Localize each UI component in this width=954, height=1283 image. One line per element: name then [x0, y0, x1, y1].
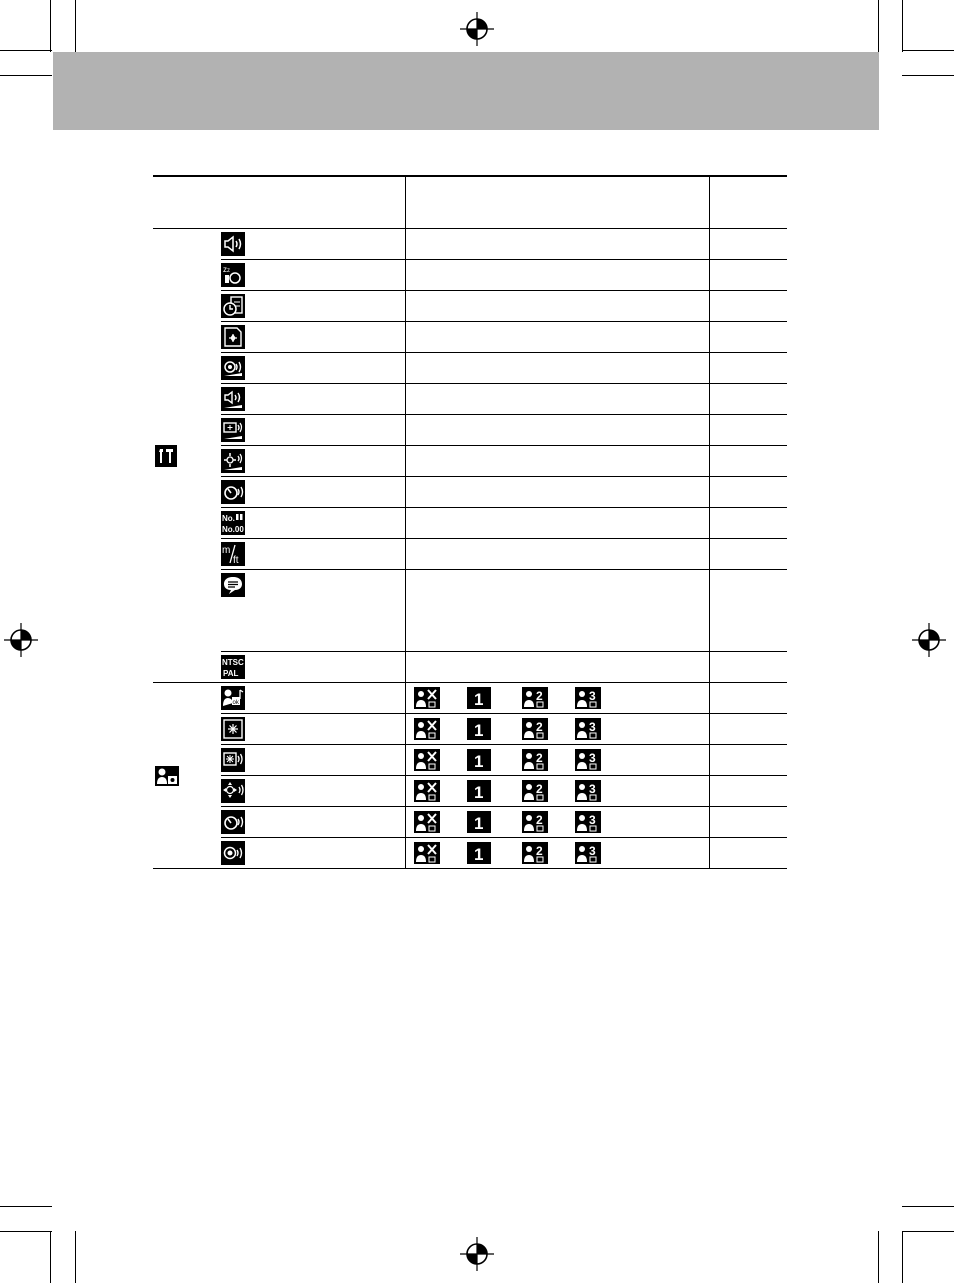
option-cell [405, 353, 709, 384]
svg-text:3: 3 [588, 751, 596, 765]
registration-mark-right [912, 623, 946, 657]
svg-text:3: 3 [588, 813, 596, 827]
option-cell [405, 322, 709, 353]
header-options [405, 176, 709, 229]
svg-text:3: 3 [588, 782, 596, 796]
theme-icon [221, 686, 245, 710]
crop-mark [0, 75, 52, 76]
selftimer-volume-icon [221, 449, 245, 473]
svg-text:2: 2 [535, 751, 543, 765]
option-1-icon [467, 749, 491, 771]
table-row [153, 415, 787, 446]
crop-mark [902, 50, 954, 51]
option-cell [405, 539, 709, 570]
page-cell [709, 322, 787, 353]
svg-text:1: 1 [473, 752, 483, 771]
svg-text:ft: ft [233, 555, 239, 566]
svg-text:3: 3 [588, 720, 596, 734]
svg-text:No.00: No.00 [222, 525, 244, 534]
crop-mark [902, 0, 903, 52]
file-numbering-icon [221, 511, 245, 535]
crop-mark [902, 75, 954, 76]
table-row [153, 745, 787, 776]
page-cell [709, 229, 787, 260]
option-off-icon [414, 780, 440, 802]
table-row [153, 477, 787, 508]
table-row [153, 229, 787, 260]
crop-mark [902, 1231, 903, 1283]
svg-text:1: 1 [473, 721, 483, 740]
option-group [406, 749, 709, 771]
option-cell [405, 652, 709, 683]
menu-settings-table [153, 175, 787, 869]
header-item [153, 176, 405, 229]
table-row [153, 838, 787, 869]
format-card-icon [221, 325, 245, 349]
power-saving-icon [221, 263, 245, 287]
my-camera-menu-icon [155, 766, 179, 786]
crop-mark [0, 1231, 52, 1232]
table-row [153, 807, 787, 838]
setup-menu-icon [155, 445, 177, 467]
option-2-icon [522, 811, 548, 833]
crop-mark [0, 50, 52, 51]
table-row [153, 260, 787, 291]
category-setup [153, 229, 221, 683]
svg-text:zz: zz [223, 265, 230, 274]
svg-text:2: 2 [535, 782, 543, 796]
page-cell [709, 776, 787, 807]
option-2-icon [522, 687, 548, 709]
table-row [153, 776, 787, 807]
svg-text:ok: ok [232, 700, 239, 706]
option-group [406, 811, 709, 833]
page-cell [709, 683, 787, 714]
registration-mark-top [460, 12, 494, 46]
table-row [153, 384, 787, 415]
option-1-icon [467, 842, 491, 864]
svg-text:NTSC: NTSC [222, 658, 244, 667]
start-up-sound-icon [221, 748, 245, 772]
page-cell [709, 415, 787, 446]
chapter-header-band [53, 52, 879, 130]
operation-volume-icon [221, 387, 245, 411]
page-cell [709, 260, 787, 291]
svg-text:1: 1 [473, 845, 483, 864]
option-off-icon [414, 842, 440, 864]
option-cell [405, 446, 709, 477]
option-cell [405, 508, 709, 539]
option-off-icon [414, 718, 440, 740]
selftimer-sound-icon [221, 810, 245, 834]
option-1-icon [467, 687, 491, 709]
svg-text:PAL: PAL [223, 669, 239, 678]
option-group [406, 687, 709, 709]
svg-text:3: 3 [588, 844, 596, 858]
svg-text:No.: No. [222, 514, 235, 523]
option-off-icon [414, 811, 440, 833]
table-row [153, 508, 787, 539]
table-row [153, 353, 787, 384]
page-cell [709, 446, 787, 477]
table-row [153, 446, 787, 477]
page-cell [709, 570, 787, 652]
page-cell [709, 807, 787, 838]
page-cell [709, 508, 787, 539]
option-off-icon [414, 687, 440, 709]
crop-mark [0, 1206, 52, 1207]
date-time-icon [221, 294, 245, 318]
svg-text:1: 1 [473, 783, 483, 802]
volume-icon [221, 232, 245, 256]
svg-text:2: 2 [535, 720, 543, 734]
category-my-camera [153, 683, 221, 869]
svg-text:2: 2 [535, 813, 543, 827]
option-cell [405, 477, 709, 508]
crop-mark [50, 0, 51, 52]
page-cell [709, 384, 787, 415]
page-cell [709, 745, 787, 776]
distance-units-icon [221, 542, 245, 566]
svg-text:2: 2 [535, 689, 543, 703]
svg-text:1: 1 [473, 814, 483, 833]
option-cell [405, 260, 709, 291]
page-cell [709, 714, 787, 745]
start-up-image-icon [221, 717, 245, 741]
option-cell [405, 570, 709, 652]
self-timer-icon [221, 480, 245, 504]
option-group [406, 718, 709, 740]
option-cell [405, 229, 709, 260]
shutter-sound-icon [221, 841, 245, 865]
page-cell [709, 291, 787, 322]
option-2-icon [522, 749, 548, 771]
svg-text:2: 2 [535, 844, 543, 858]
crop-mark [902, 1206, 954, 1207]
option-3-icon [575, 687, 601, 709]
option-2-icon [522, 718, 548, 740]
option-group [406, 842, 709, 864]
table-row [153, 714, 787, 745]
option-cell [405, 384, 709, 415]
page-cell [709, 477, 787, 508]
start-up-volume-icon [221, 356, 245, 380]
crop-mark [878, 1231, 879, 1283]
page-cell [709, 652, 787, 683]
svg-text:m: m [222, 545, 231, 556]
language-icon [221, 573, 245, 597]
table-row [153, 683, 787, 714]
table-row [153, 570, 787, 652]
option-1-icon [467, 780, 491, 802]
option-3-icon [575, 811, 601, 833]
svg-text:1: 1 [473, 690, 483, 709]
header-page [709, 176, 787, 229]
page-cell [709, 353, 787, 384]
registration-mark-bottom [460, 1237, 494, 1271]
registration-mark-left [4, 623, 38, 657]
page-cell [709, 838, 787, 869]
option-3-icon [575, 842, 601, 864]
option-off-icon [414, 749, 440, 771]
svg-text:3: 3 [588, 689, 596, 703]
shutter-volume-icon [221, 418, 245, 442]
table-row [153, 652, 787, 683]
table-row [153, 291, 787, 322]
option-1-icon [467, 811, 491, 833]
option-1-icon [467, 718, 491, 740]
option-2-icon [522, 842, 548, 864]
crop-mark [902, 1231, 954, 1232]
crop-mark [75, 0, 76, 52]
video-system-icon [221, 655, 245, 679]
option-3-icon [575, 718, 601, 740]
crop-mark [50, 1231, 51, 1283]
option-3-icon [575, 780, 601, 802]
option-3-icon [575, 749, 601, 771]
option-2-icon [522, 780, 548, 802]
table-row [153, 539, 787, 570]
option-cell [405, 291, 709, 322]
crop-mark [878, 0, 879, 52]
crop-mark [75, 1231, 76, 1283]
table-row [153, 322, 787, 353]
option-cell [405, 415, 709, 446]
option-group [406, 780, 709, 802]
operation-sound-icon [221, 779, 245, 803]
table-header-row [153, 176, 787, 229]
page-cell [709, 539, 787, 570]
